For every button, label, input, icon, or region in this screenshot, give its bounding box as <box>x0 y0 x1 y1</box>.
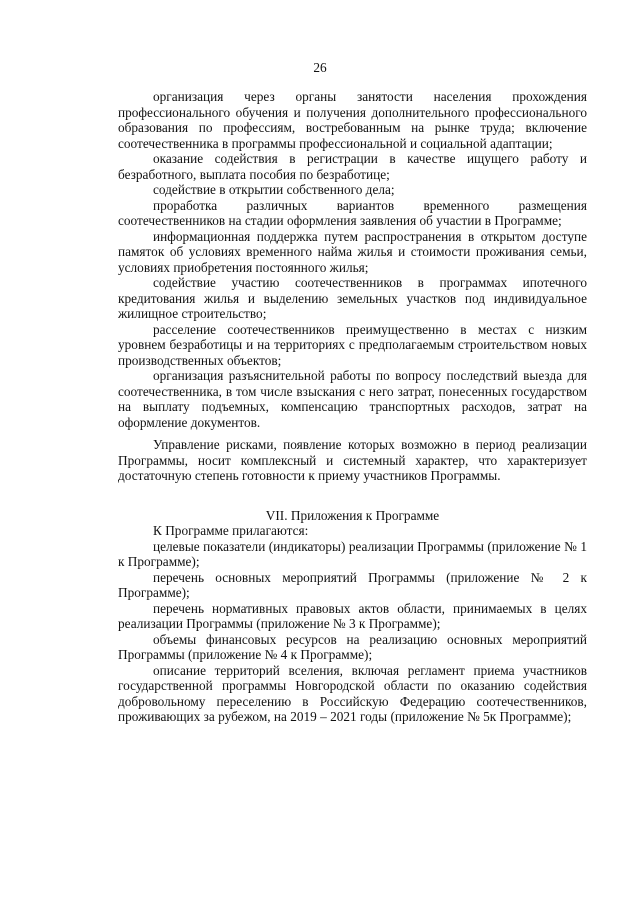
document-body <box>118 89 587 725</box>
measure-paragraph: информационная поддержка путем распространения в открытом доступе памяток об условиях временного найма жилья и стоимости проживания семьи, условиях приобретения постоянного жилья; <box>118 228 587 275</box>
measure-paragraph: содействие участию соотечественников в программах ипотечного кредитования жилья и выделению земельных участков под индивидуальное жилищное строительство; <box>118 275 587 321</box>
appendix-item: перечень нормативных правовых актов области, принимаемых в целях реализации Программы (приложение № 3 к Программе); <box>118 600 587 631</box>
measure-paragraph: проработка различных вариантов временного размещения соотечественников на стадии оформления заявления об участии в Программе; <box>118 197 587 228</box>
appendix-item: описание территорий вселения, включая регламент приема участников государственной программы Новгородской области по оказанию содействия добровольному переселению в Российскую Федерацию соотечественников, проживающих за рубежом, на 2019 – 2021 годы (приложение № 5к Программе); <box>118 662 587 724</box>
page-number: 26 <box>313 60 327 75</box>
measure-paragraph: оказание содействия в регистрации в качестве ищущего работу и безработного, выплата пособия по безработице; <box>118 151 587 182</box>
appendix-item: перечень основных мероприятий Программы (приложение № 2 к Программе); <box>118 569 587 600</box>
measure-paragraph: содействие в открытии собственного дела; <box>153 182 395 197</box>
appendix-item: объемы финансовых ресурсов на реализацию основных мероприятий Программы (приложение № 4 к Программе); <box>118 631 587 662</box>
measure-paragraph: организация через органы занятости населения прохождения профессионального обучения и получения дополнительного профессионального образования по профессиям, востребованным на рынке труда; включение соотечественника в программы профессиональной и социальной адаптации; <box>118 89 587 151</box>
appendix-intro: К Программе прилагаются: <box>153 523 309 538</box>
appendix-item: целевые показатели (индикаторы) реализации Программы (приложение № 1 к Программе); <box>118 538 587 569</box>
section-heading: VII. Приложения к Программе <box>265 507 440 523</box>
measure-paragraph: организация разъяснительной работы по вопросу последствий выезда для соотечественника, в том числе взыскания с него затрат, понесенных государством на выплату подъемных, компенсацию транспортных расходов, затрат на оформление документов. <box>118 368 587 430</box>
risk-management-paragraph: Управление рисками, появление которых возможно в период реализации Программы, носит комплексный и системный характер, что характеризует достаточную степень готовности к приему участников Программы. <box>118 437 587 483</box>
measure-paragraph: расселение соотечественников преимущественно в местах с низким уровнем безработицы и на территориях с предполагаемым строительством новых производственных объектов; <box>118 321 587 368</box>
